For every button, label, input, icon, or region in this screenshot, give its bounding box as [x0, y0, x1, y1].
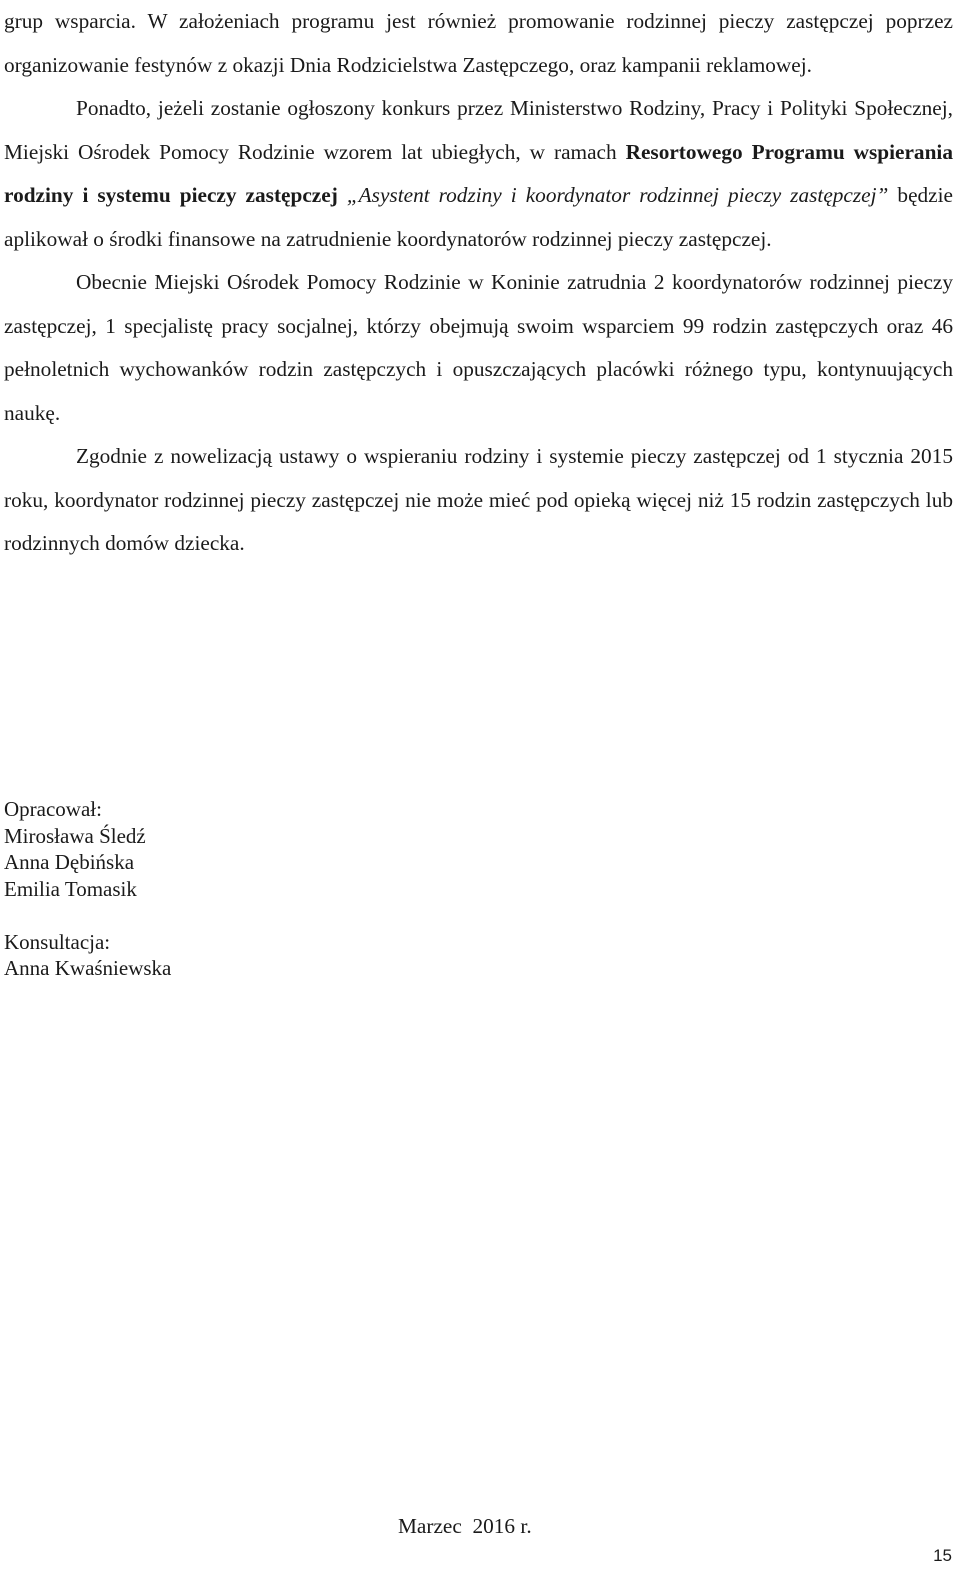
- consultation-label: Konsultacja:: [4, 929, 111, 954]
- program-name: Resortowego Programu wspierania rodziny i systemu pieczy zastępczej: [4, 139, 953, 207]
- paragraph-law: Zgodnie z nowelizacją ustawy o wspieraniu rodziny i systemie pieczy zastępczej od 1 stycznia 2015 roku, koordynator rodzinnej pieczy zastępczej nie może mieć pod opieką więcej niż 15 rodzin zastępczych lub rodzinnych domów dziecka.: [4, 444, 953, 555]
- author-name: Emilia Tomasik: [4, 876, 137, 901]
- program-outro-text: będzie aplikował o środki finansowe na zatrudnienie koordynatorów rodzinnej pieczy zastępczej.: [4, 183, 953, 251]
- author-name: Mirosława Śledź: [4, 823, 146, 848]
- document-body: [4, 0, 953, 566]
- author-name: Anna Dębińska: [4, 850, 135, 874]
- authors-section: [4, 796, 171, 982]
- consultant-name: Anna Kwaśniewska: [4, 956, 172, 980]
- page-number: 15: [933, 1546, 952, 1565]
- prepared-label: Opracował:: [4, 797, 102, 821]
- paragraph-continuation: grup wsparcia. W założeniach programu jest również promowanie rodzinnej pieczy zastępczej poprzez organizowanie festynów z okazji Dnia Rodzicielstwa Zastępczego, oraz kampanii reklamowej.: [4, 9, 953, 77]
- program-title: „Asystent rodziny i koordynator rodzinnej pieczy zastępczej”: [337, 183, 889, 207]
- paragraph-program: [4, 87, 953, 261]
- paragraph-current-staff: Obecnie Miejski Ośrodek Pomocy Rodzinie w Koninie zatrudnia 2 koordynatorów rodzinnej pieczy zastępczej, 1 specjalistę pracy socjalnej, którzy obejmują swoim wsparciem 99 rodzin zastępczych oraz 46 pełnoletnich wychowanków rodzin zastępczych i opuszczających placówki różnego typu, kontynuujących naukę.: [4, 270, 953, 425]
- document-date: Marzec 2016 r.: [398, 1514, 532, 1538]
- program-intro-text: Ponadto, jeżeli zostanie ogłoszony konkurs przez Ministerstwo Rodziny, Pracy i Polityki Społecznej, Miejski Ośrodek Pomocy Rodzinie wzorem lat ubiegłych, w ramach: [4, 96, 953, 164]
